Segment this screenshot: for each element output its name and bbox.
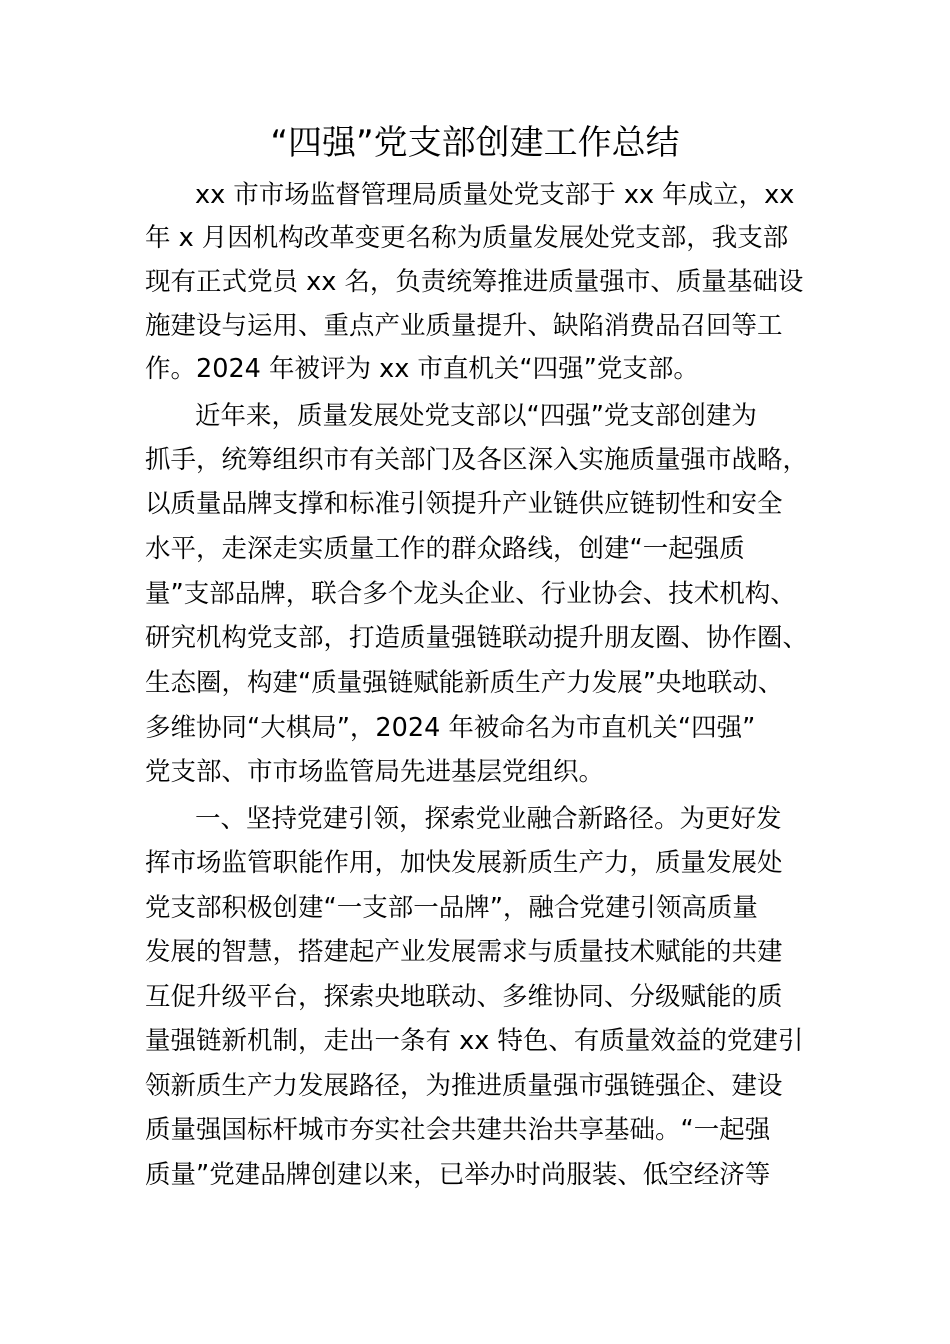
- paragraph-2-line-6: 研究机构党支部，打造质量强链联动提升朋友圈、协作圈、: [145, 623, 809, 653]
- paragraph-1-line-5: 作。2024 年被评为 xx 市直机关“四强”党支部。: [145, 354, 699, 384]
- document-title: “四强”党支部创建工作总结: [270, 123, 680, 163]
- paragraph-3-line-8: 质量强国标杆城市夯实社会共建共治共享基础。“一起强: [145, 1115, 771, 1145]
- paragraph-2-line-1: 近年来，质量发展处党支部以“四强”党支部创建为: [195, 401, 757, 431]
- paragraph-2-line-7: 生态圈，构建“质量强链赋能新质生产力发展”央地联动、: [145, 668, 784, 698]
- paragraph-3-line-7: 领新质生产力发展路径，为推进质量强市强链强企、建设: [145, 1071, 783, 1101]
- paragraph-2-line-9: 党支部、市市场监管局先进基层党组织。: [145, 757, 605, 787]
- paragraph-1-line-3: 现有正式党员 xx 名，负责统筹推进质量强市、质量基础设: [145, 267, 804, 297]
- paragraph-3-line-5: 互促升级平台，探索央地联动、多维协同、分级赋能的质: [145, 982, 783, 1012]
- paragraph-2-line-4: 水平，走深走实质量工作的群众路线，创建“一起强质: [145, 534, 745, 564]
- paragraph-3-line-2: 挥市场监管职能作用，加快发展新质生产力，质量发展处: [145, 848, 783, 878]
- paragraph-1-line-1: xx 市市场监督管理局质量处党支部于 xx 年成立，xx: [195, 180, 795, 210]
- paragraph-2-line-8: 多维协同“大棋局”，2024 年被命名为市直机关“四强”: [145, 713, 756, 743]
- paragraph-2-line-5: 量”支部品牌，联合多个龙头企业、行业协会、技术机构、: [145, 579, 796, 609]
- paragraph-3-line-9: 质量”党建品牌创建以来，已举办时尚服装、低空经济等: [145, 1160, 771, 1190]
- paragraph-3-line-4: 发展的智慧，搭建起产业发展需求与质量技术赋能的共建: [145, 937, 783, 967]
- paragraph-3-line-3: 党支部积极创建“一支部一品牌”，融合党建引领高质量: [145, 893, 758, 923]
- paragraph-1-line-4: 施建设与运用、重点产业质量提升、缺陷消费品召回等工: [145, 311, 783, 341]
- paragraph-3-line-1: 一、坚持党建引领，探索党业融合新路径。为更好发: [195, 804, 782, 834]
- paragraph-1-line-2: 年 x 月因机构改革变更名称为质量发展处党支部，我支部: [145, 223, 789, 253]
- paragraph-2-line-2: 抓手，统筹组织市有关部门及各区深入实施质量强市战略，: [145, 445, 809, 475]
- paragraph-2-line-3: 以质量品牌支撑和标准引领提升产业链供应链韧性和安全: [145, 489, 783, 519]
- paragraph-3-line-6: 量强链新机制，走出一条有 xx 特色、有质量效益的党建引: [145, 1026, 804, 1056]
